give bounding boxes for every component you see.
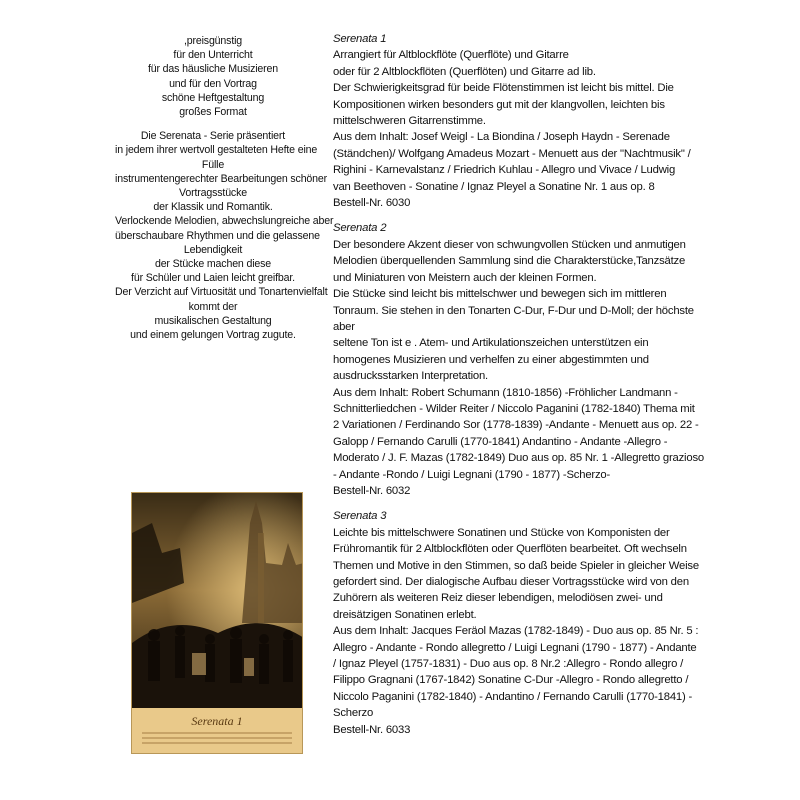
section-text-line: Leichte bis mittelschwere Sonatinen und Stücke von Komponisten der xyxy=(333,526,670,539)
product-section xyxy=(333,31,773,211)
section-text-line: Die Stücke sind leicht bis mittelschwer und bewegen sich im mittleren xyxy=(333,288,667,301)
cover-painting xyxy=(132,493,303,709)
cover-title: Serenata 1 xyxy=(191,714,243,728)
section-text-line: Arrangiert für Altblockflöte (Querflöte) und Gitarre xyxy=(333,49,569,62)
section-text-line: gefordert sind. Der dialogische Aufbau dieser Vortragsstücke wird von den xyxy=(333,576,689,588)
text-line: für den Unterricht xyxy=(173,49,253,62)
section-text-line: Der besondere Akzent dieser von schwungvollen Stücken und anmutigen xyxy=(333,238,686,251)
section-text-line: (Ständchen)/ Wolfgang Amadeus Mozart - Menuett aus der "Nachtmusik" / xyxy=(333,147,691,160)
section-text-line: seltene Ton ist e . Atem- und Artikulationszeichen unterstützen ein xyxy=(333,337,649,350)
book-cover-image xyxy=(131,492,303,754)
section-title: Serenata 3 xyxy=(333,510,387,523)
section-text-line: Melodien überquellenden Sammlung sind die Charakterstücke,Tanzsätze xyxy=(333,255,686,268)
text-line: der Klassik und Romantik. xyxy=(153,201,273,214)
section-text-line: Frühromantik für 2 Altblockflöten oder Querflöten bearbeitet. Oft wechseln xyxy=(333,543,687,556)
section-text-line: Schnitterliedchen - Wilder Reiter / Niccolo Paganini (1782-1840) Thema mit xyxy=(333,402,695,415)
text-line: großes Format xyxy=(179,106,247,119)
text-line: Lebendigkeit xyxy=(183,243,243,256)
text-line: Die Serenata - Serie präsentiert xyxy=(140,130,286,143)
section-text-line: van Beethoven - Sonatine / Ignaz Pleyel a Sonatine Nr. 1 aus op. 8 xyxy=(333,180,655,193)
text-line: der Stücke machen diese xyxy=(154,258,272,271)
series-description xyxy=(115,129,334,342)
text-line: in jedem ihrer wertvoll gestalteten Hefte eine xyxy=(115,144,318,157)
text-line: schöne Heftgestaltung xyxy=(161,91,265,104)
section-text-line: Aus dem Inhalt: Josef Weigl - La Biondina / Joseph Haydn - Serenade xyxy=(333,131,670,144)
text-line: musikalischen Gestaltung xyxy=(154,314,272,327)
section-text-line: Themen und Motive in den Stimmen, so daß beide Spieler in gleicher Weise xyxy=(333,559,699,572)
cover-fine-print xyxy=(142,742,292,744)
section-text-line: Tonraum. Sie stehen in den Tonarten C-Dur, F-Dur und D-Moll; der höchste xyxy=(333,304,694,317)
text-line: überschaubare Rhythmen und die gelassene xyxy=(115,229,320,242)
section-text-line: homogenes Musizieren und verhelfen zu einer abgestimmten und xyxy=(333,353,649,366)
text-line: und einem gelungen Vortrag zugute. xyxy=(130,329,296,342)
text-line: Der Verzicht auf Virtuosität und Tonartenvielfalt xyxy=(115,286,328,299)
section-text-line: Zuhörern als weiteren Reiz dieser lebendigen, melodiösen zwei- und xyxy=(333,592,663,605)
product-section xyxy=(333,508,773,738)
section-text-line: Niccolo Paganini (1782-1840) - Andantino / Fernando Carulli (1770-1841) - xyxy=(333,690,693,703)
cover-fine-print xyxy=(142,732,292,734)
section-title: Serenata 2 xyxy=(333,222,387,235)
section-text-line: 2 Variationen / Ferdinando Sor (1778-1839) -Andante - Menuett aus op. 22 - xyxy=(333,419,699,432)
section-text-line: Aus dem Inhalt: Jacques Feräol Mazas (1782-1849) - Duo aus op. 85 Nr. 5 : xyxy=(333,625,699,638)
text-line: ,preisgünstig xyxy=(183,35,243,47)
intro-column xyxy=(115,34,334,352)
section-text-line: Bestell-Nr. 6032 xyxy=(333,484,411,497)
text-line: instrumentengerechter Bearbeitungen schöner xyxy=(115,172,328,185)
cover-fine-print xyxy=(142,737,292,739)
feature-list xyxy=(115,34,311,119)
section-text-line: Galopp / Fernando Carulli (1770-1841) Andantino - Andante -Allegro - xyxy=(333,435,668,448)
section-text-line: Righini - Karnevalstanz / Friedrich Kuhlau - Allegro und Vivace / Ludwig xyxy=(333,164,676,177)
text-line: für Schüler und Laien leicht greifbar. xyxy=(131,272,295,285)
section-text-line: Filippo Gragnani (1767-1842) Sonatine C-Dur -Allegro - Rondo allegretto / xyxy=(333,674,689,687)
section-text-line: Kompositionen wirken besonders gut mit der klangvollen, leichten bis xyxy=(333,98,665,111)
section-text-line: Bestell-Nr. 6030 xyxy=(333,197,411,210)
section-title: Serenata 1 xyxy=(333,33,387,45)
section-text-line: dreisätzigen Sonatinen erlebt. xyxy=(333,608,477,621)
section-text-line: Scherzo xyxy=(333,707,374,720)
section-text-line: aber xyxy=(333,320,355,333)
text-line: kommt der xyxy=(188,300,238,313)
section-text-line: Aus dem Inhalt: Robert Schumann (1810-1856) -Fröhlicher Landmann - xyxy=(333,386,678,399)
text-line: für das häusliche Musizieren xyxy=(147,63,279,76)
section-text-line: Der Schwierigkeitsgrad für beide Flötenstimmen ist leicht bis mittel. Die xyxy=(333,82,674,95)
section-text-line: / Ignaz Pleyel (1757-1831) - Duo aus op. 8 Nr.2 :Allegro - Rondo allegro / xyxy=(333,658,684,671)
cover-title-band xyxy=(132,708,302,754)
text-line: Fülle xyxy=(201,158,225,171)
product-descriptions xyxy=(333,31,773,747)
section-text-line: - Andante -Rondo / Luigi Legnani (1790 - 1877) -Scherzo- xyxy=(333,468,611,481)
text-line: und für den Vortrag xyxy=(169,77,257,90)
text-line: Vortragsstücke xyxy=(179,187,247,200)
text-line: Verlockende Melodien, abwechslungreiche aber xyxy=(115,215,334,228)
section-text-line: ausdrucksstarken Interpretation. xyxy=(333,370,488,383)
section-text-line: Moderato / J. F. Mazas (1782-1849) Duo aus op. 85 Nr. 1 -Allegretto grazioso xyxy=(333,452,704,465)
section-text-line: Allegro - Andante - Rondo allegretto / Luigi Legnani (1790 - 1877) - Andante xyxy=(333,641,697,654)
section-text-line: oder für 2 Altblockflöten (Querflöten) und Gitarre ad lib. xyxy=(333,65,596,78)
section-text-line: und Miniaturen von Meistern auch der kleinen Formen. xyxy=(333,271,597,284)
section-text-line: Bestell-Nr. 6033 xyxy=(333,723,411,736)
product-section xyxy=(333,220,773,499)
section-text-line: mittelschweren Gitarrenstimme. xyxy=(333,115,486,128)
